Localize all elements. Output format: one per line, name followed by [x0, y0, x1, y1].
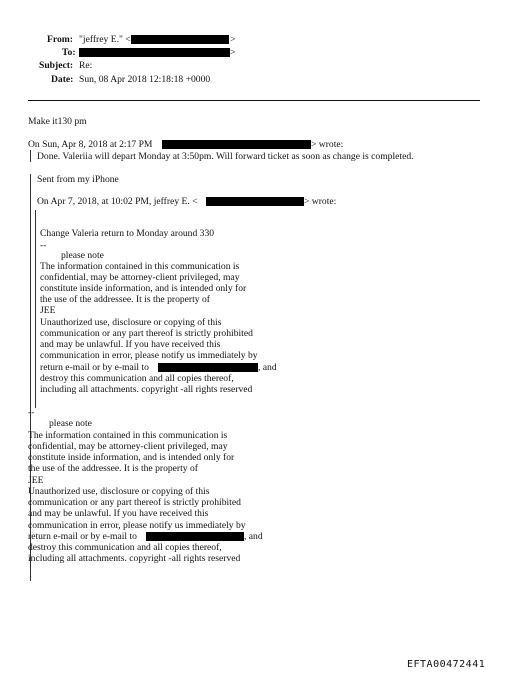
notice-outer-heading: please note [49, 418, 92, 429]
notice-outer-line: confidential, may be attorney-client privileged, may [28, 441, 228, 452]
reply1-wrote: > wrote: [311, 139, 344, 150]
notice-outer-line: JEE [28, 475, 44, 486]
to-angle-close: > [230, 47, 236, 58]
notice-inner-line: The information contained in this communication is [40, 261, 240, 272]
body-line-make-it: Make it130 pm [28, 116, 87, 127]
notice-outer-line: destroy this communication and all copies thereof, [28, 542, 222, 553]
redaction-from-email [131, 35, 229, 44]
notice-inner-and: , and [258, 362, 277, 373]
notice-inner-line: the use of the addressee. It is the property of [40, 294, 210, 305]
notice-inner-line: Unauthorized use, disclosure or copying of this [40, 317, 222, 328]
notice-inner-line: constitute inside information, and is intended only for [40, 283, 247, 294]
from-angle-close: > [230, 34, 236, 45]
redaction-to-email [79, 48, 230, 57]
subject-label: Subject: [39, 60, 74, 71]
sent-from-line: Sent from my iPhone [37, 174, 119, 185]
subject-value: Re: [79, 60, 93, 71]
date-label: Date: [51, 74, 74, 85]
header-divider [28, 100, 480, 101]
from-value: "jeffrey E." < [79, 34, 131, 45]
signature-dashes-inner: -- [40, 240, 47, 251]
notice-inner-line: confidential, may be attorney-client privileged, may [40, 272, 240, 283]
notice-inner-line: communication or any part thereof is strictly prohibited [40, 328, 253, 339]
notice-outer-line: including all attachments. copyright -all rights reserved [28, 553, 241, 564]
reply2-wrote: > wrote: [304, 196, 337, 207]
notice-outer-line: communication or any part thereof is strictly prohibited [28, 497, 241, 508]
reply1-text: Done. Valeriia will depart Monday at 3:50pm. Will forward ticket as soon as change is completed. [37, 151, 414, 162]
signature-dashes-outer: -- [28, 407, 35, 418]
notice-inner-line: destroy this communication and all copies thereof, [40, 373, 234, 384]
notice-outer-line: communication in error, please notify us immediately by [28, 520, 246, 531]
notice-outer-line: The information contained in this communication is [28, 430, 228, 441]
notice-inner-line: including all attachments. copyright -all rights reserved [40, 384, 253, 395]
notice-outer-line: constitute inside information, and is intended only for [28, 452, 235, 463]
redaction-reply1-sender [162, 140, 311, 149]
quote-bar-1 [30, 150, 31, 162]
from-label: From: [47, 34, 73, 45]
redaction-reply2-sender [206, 197, 304, 206]
redaction-inner-email [158, 363, 258, 372]
notice-outer-line: return e-mail or by e-mail to [28, 531, 137, 542]
to-label: To: [62, 47, 76, 58]
notice-inner-line: JEE [40, 305, 56, 316]
notice-inner-heading: please note [61, 250, 104, 261]
notice-outer-and: , and [244, 531, 263, 542]
change-line: Change Valeria return to Monday around 330 [40, 228, 215, 239]
notice-outer-line: Unauthorized use, disclosure or copying of this [28, 486, 210, 497]
notice-inner-line: communication in error, please notify us immediately by [40, 350, 258, 361]
reply1-attribution: On Sun, Apr 8, 2018 at 2:17 PM [28, 139, 153, 150]
date-value: Sun, 08 Apr 2018 12:18:18 +0000 [79, 74, 211, 85]
notice-inner-line: return e-mail or by e-mail to [40, 362, 149, 373]
redaction-outer-email [146, 532, 244, 541]
notice-outer-line: and may be unlawful. If you have received this [28, 508, 209, 519]
reply2-attribution: On Apr 7, 2018, at 10:02 PM, jeffrey E. < [37, 196, 198, 207]
notice-outer-line: the use of the addressee. It is the property of [28, 463, 198, 474]
notice-inner-line: and may be unlawful. If you have received this [40, 339, 221, 350]
quote-bar-3 [35, 210, 36, 408]
document-id: EFTA00472441 [407, 659, 486, 670]
